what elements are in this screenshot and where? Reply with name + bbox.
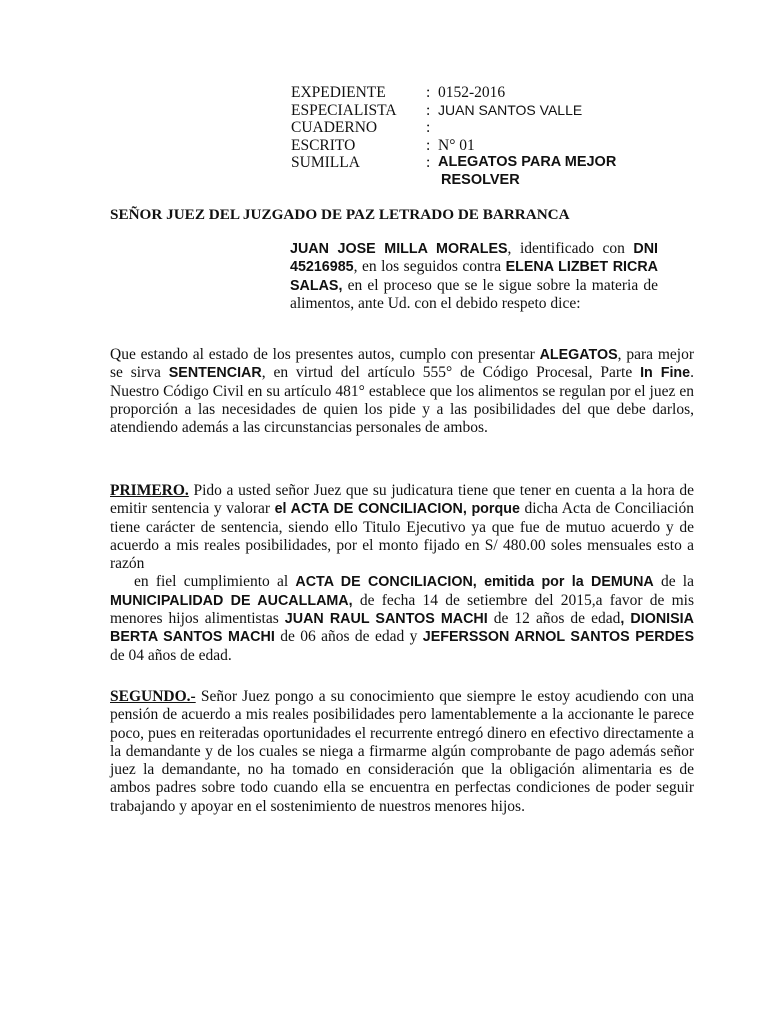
cuaderno-row xyxy=(291,119,691,137)
segundo-paragraph xyxy=(110,688,694,816)
segundo-heading: SEGUNDO.- xyxy=(110,688,196,705)
expediente-label: EXPEDIENTE xyxy=(291,84,386,101)
colon: : xyxy=(426,84,431,101)
paragraph-text: Que estando al estado de los presentes autos, cumplo con presentar xyxy=(110,346,540,363)
paragraph-text: Pido a usted señor Juez que su judicatura tiene que tener en cuenta a la hora de emitir sentencia y valorar xyxy=(110,482,694,518)
colon: : xyxy=(426,136,431,154)
sumilla-value-continued: RESOLVER xyxy=(441,171,520,188)
child-name: JEFERSSON ARNOL SANTOS PERDES xyxy=(422,629,694,646)
escrito-row xyxy=(291,137,691,155)
colon: : xyxy=(426,154,431,171)
addressee-heading: SEÑOR JUEZ DEL JUZGADO DE PAZ LETRADO DE BARRANCA xyxy=(110,206,570,223)
petitioner-name: JUAN JOSE MILLA MORALES xyxy=(290,241,508,257)
sumilla-row xyxy=(291,154,691,172)
bold-term: In Fine xyxy=(640,365,691,382)
child-name: , DIONISIA BERTA SANTOS MACHI xyxy=(110,611,694,646)
primero-heading: PRIMERO. xyxy=(110,482,189,499)
bold-term: ACTA DE CONCILIACION, emitida por la DEMUNA xyxy=(295,574,654,591)
escrito-label: ESCRITO xyxy=(291,136,356,154)
paragraph-text: dicha Acta de Conciliación tiene carácter de sentencia, siendo ello Titulo Ejecutivo ya que fue de mutuo acuerdo y de acuerdo a mis reales posibilidades, por el monto fijado en S/ 480.00 soles mensuales esto a razón xyxy=(110,500,694,573)
bold-term: el ACTA DE CONCILIACION, porque xyxy=(274,501,520,518)
sumilla-label: SUMILLA xyxy=(291,154,360,171)
bold-term: MUNICIPALIDAD DE AUCALLAMA, xyxy=(110,592,353,609)
paragraph-text: de la xyxy=(653,573,694,591)
colon: : xyxy=(426,101,431,119)
especialista-value: JUAN SANTOS VALLE xyxy=(438,101,583,118)
bold-term: SENTENCIAR xyxy=(168,365,262,382)
child-name: JUAN RAUL SANTOS MACHI xyxy=(284,611,488,628)
intro-text: en el proceso que se le sigue sobre la materia de alimentos, ante Ud. con el debido respeto dice: xyxy=(290,276,658,312)
bold-term: ALEGATOS xyxy=(539,347,618,363)
paragraph-text: , en virtud del artículo 555° de Código Procesal, Parte xyxy=(261,364,641,382)
expediente-value: 0152-2016 xyxy=(438,84,506,101)
intro-text: , identificado con xyxy=(507,240,634,257)
paragraph-text: , para mejor se sirva xyxy=(110,346,694,382)
dni-number: DNI 45216985 xyxy=(290,241,658,276)
cuaderno-label: CUADERNO xyxy=(291,119,378,136)
paragraph-text: . Nuestro Código Civil en su artículo 481° establece que los alimentos se regulan por el juez en proporción a las necesidades de quien los pide y a las posibilidades del que debe darlos, atendiendo además a las circunstancias personales de ambos. xyxy=(110,364,694,437)
especialista-row xyxy=(291,102,691,120)
paragraph-text: de 12 años de edad xyxy=(487,610,621,628)
case-header xyxy=(291,84,691,189)
paragraph-text: de fecha 14 de setiembre del 2015,a favor de mis menores hijos alimentistas xyxy=(110,591,694,628)
opponent-name: ELENA LIZBET RICRA SALAS, xyxy=(290,259,658,294)
paragraph-text: de 04 años de edad. xyxy=(110,646,232,664)
escrito-value: N° 01 xyxy=(438,136,475,154)
especialista-label: ESPECIALISTA xyxy=(291,101,397,119)
paragraph-text: de 06 años de edad y xyxy=(274,628,423,646)
cuaderno-value xyxy=(438,119,691,137)
primero-paragraph xyxy=(110,482,694,665)
alegatos-paragraph xyxy=(110,346,694,437)
paragraph-text: en fiel cumplimiento al xyxy=(134,573,296,591)
expediente-row xyxy=(291,84,691,102)
intro-text: , en los seguidos contra xyxy=(353,258,506,276)
colon: : xyxy=(426,119,431,136)
intro-paragraph xyxy=(290,240,658,313)
sumilla-value: ALEGATOS PARA MEJOR xyxy=(438,154,617,170)
paragraph-text: Señor Juez pongo a su conocimiento que siempre le estoy acudiendo con una pensión de acuerdo a mis reales posibilidades pero lamentablemente a la accionante le parece poco, pues en reiteradas oportunidades el recurrente entregó dinero en efectivo directamente a la demandante y de los cuales se niega a firmarme algún comprobante de pago además señor juez la demandante, no ha tomado en consideración que la obligación alimentaria es de ambos padres sobre todo cuando ella se encuentra en perfectas condiciones de poder seguir trabajando y apoyar en el sostenimiento de nuestros menores hijos. xyxy=(110,688,694,815)
